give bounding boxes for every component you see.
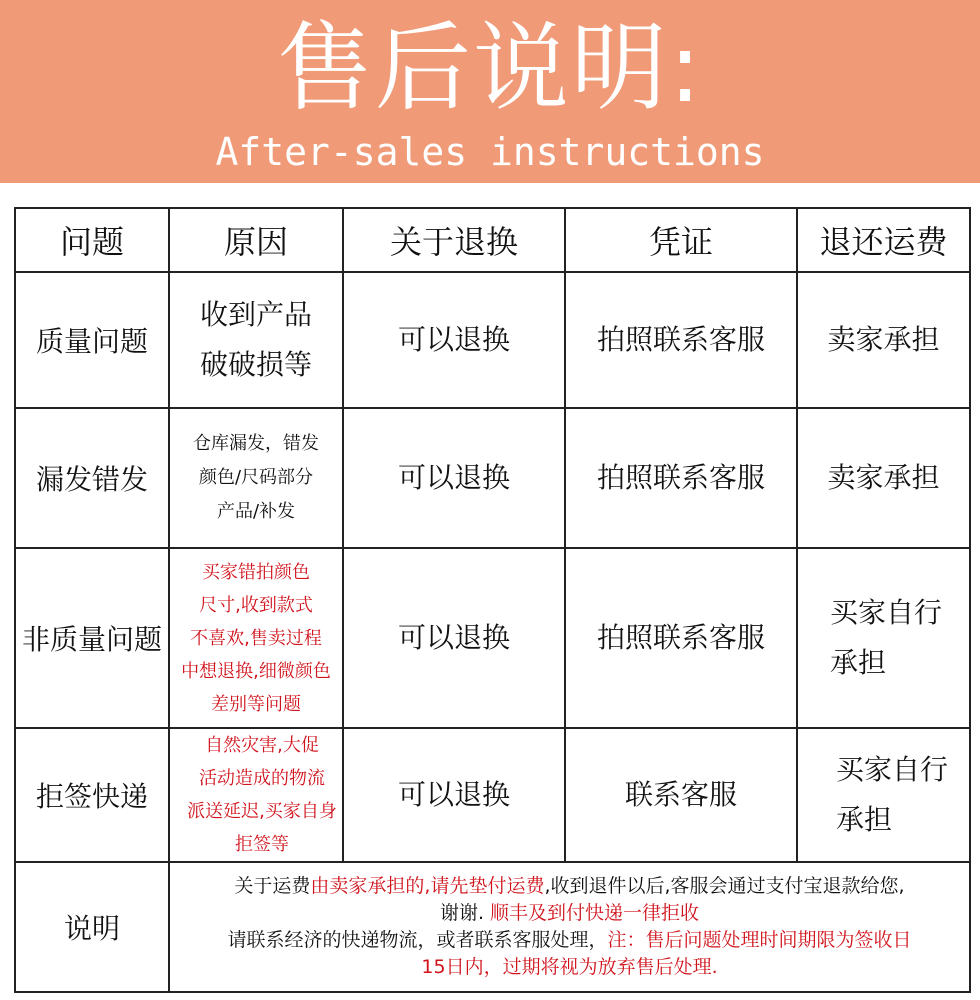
reason-line: 买家错拍颜色: [202, 561, 310, 583]
reason-line: 活动造成的物流: [199, 768, 325, 789]
reason-line: 产品/补发: [216, 501, 296, 522]
reason-line: 仓库漏发，错发: [193, 433, 319, 454]
row-proof: 拍照联系客服: [565, 548, 797, 728]
row-reason: [169, 728, 343, 862]
shipping-line: 买家自行: [836, 753, 949, 786]
note-line: 关于运费由卖家承担的,请先垫付运费,收到退件以后,客服会通过支付宝退款给您,: [234, 875, 905, 897]
row-issue: 非质量问题: [15, 548, 169, 728]
shipping-line: 承担: [836, 803, 893, 836]
row-reason: [169, 548, 343, 728]
row-exchange: 可以退换: [343, 408, 565, 548]
reason-line: 派送延迟,买家自身: [187, 801, 337, 822]
row-issue: 拒签快递: [15, 728, 169, 862]
header-reason: 原因: [169, 208, 343, 272]
row-reason: [169, 272, 343, 408]
table-row: [15, 728, 970, 862]
reason-line: 破破损等: [199, 348, 312, 381]
header-proof: 凭证: [565, 208, 797, 272]
banner-title: 售后说明:: [276, 12, 704, 124]
after-sales-table: [14, 207, 971, 993]
header-shipping: 退还运费: [797, 208, 970, 272]
row-shipping: [797, 548, 970, 728]
shipping-line: 承担: [830, 646, 887, 679]
note-line: 15日内，过期将视为放弃售后处理.: [421, 956, 718, 978]
row-exchange: 可以退换: [343, 272, 565, 408]
reason-line: 中想退换,细微颜色: [181, 660, 331, 682]
row-proof: 拍照联系客服: [565, 272, 797, 408]
reason-line: 尺寸,收到款式: [199, 594, 313, 616]
shipping-line: 买家自行: [830, 596, 943, 629]
header-banner: [0, 0, 980, 183]
table-row: [15, 272, 970, 408]
row-shipping: [797, 728, 970, 862]
row-exchange: 可以退换: [343, 548, 565, 728]
table-row: [15, 408, 970, 548]
row-exchange: 可以退换: [343, 728, 565, 862]
table-header-row: [15, 208, 970, 272]
row-proof: 拍照联系客服: [565, 408, 797, 548]
row-proof: 联系客服: [565, 728, 797, 862]
reason-line: 差别等问题: [211, 693, 301, 715]
table-row: [15, 548, 970, 728]
reason-line: 不喜欢,售卖过程: [190, 627, 322, 649]
row-shipping: [797, 272, 970, 408]
reason-line: 颜色/尺码部分: [198, 467, 314, 488]
reason-line: 收到产品: [199, 298, 312, 331]
banner-subtitle: After-sales instructions: [215, 130, 765, 174]
reason-line: 自然灾害,大促: [205, 735, 319, 756]
reason-line: 拒签等: [235, 834, 289, 855]
row-issue: 质量问题: [15, 272, 169, 408]
note-row: [15, 862, 970, 992]
header-issue: 问题: [15, 208, 169, 272]
shipping-line: 卖家承担: [827, 323, 940, 356]
row-shipping: [797, 408, 970, 548]
note-line: 请联系经济的快递物流，或者联系客服处理，注：售后问题处理时间期限为签收日: [227, 929, 912, 951]
header-exchange: 关于退换: [343, 208, 565, 272]
note-text: [169, 862, 970, 992]
row-reason: [169, 408, 343, 548]
note-label: 说明: [15, 862, 169, 992]
row-issue: 漏发错发: [15, 408, 169, 548]
note-line: 谢谢. 顺丰及到付快递一律拒收: [439, 902, 700, 924]
shipping-line: 卖家承担: [827, 461, 940, 494]
